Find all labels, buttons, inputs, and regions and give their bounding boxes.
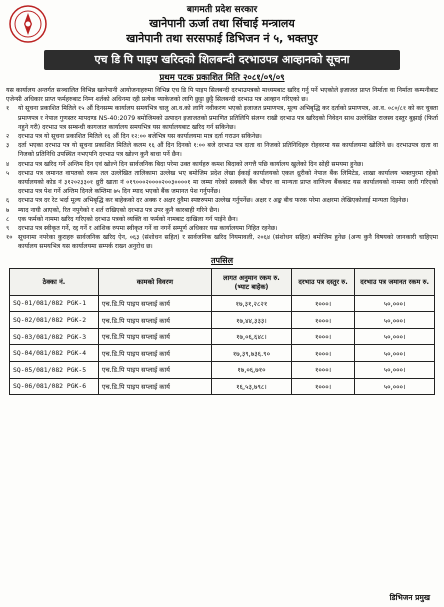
cell-contract-no: SQ-01/081/082 PGK-1 <box>10 295 99 312</box>
item-text: दरभाउ पत्र यो सूचना प्रकाशित मितिले १६ औं दिन १२:०० बजेभित्र यस कार्यालयमा मात्र दर्ता गराउन सकिनेछ। <box>18 133 262 141</box>
table-row <box>10 345 435 362</box>
package-table <box>9 268 435 396</box>
cell-fee: १०००। <box>291 378 354 395</box>
item-text: यो सूचना प्रकाशित मितिले १५ औं दिनसम्म कार्यालय समयभित्र चालु आ.व.को लागि नवीकरण भएको इजाजत प्रमाणपत्र, मूल्य अभिबृद्धि कर दर्ताको प्रमाणपत्र, आ.व. ०८०/८१ को कर चुक्ता प्रमाणपत्र र नेपाल गुणस्तर मापदण्ड NS-40:2079 बमोजिमको उत्पादन इजाजतको प्रमाणित प्रतिलिपि संलग्न राखी दरभाउ पत्र खरिदको निवेदन साथ उल्लेखित राजस्व दस्तुर बुझाई (फिर्ता नहुने गरी) दरभाउ पत्र सम्बन्धी कागजात कार्यालय समयभित्र यस कार्यालयबाट खरिद गर्न सकिनेछ। <box>18 105 438 131</box>
item-text: एक फर्मको नाममा खरिद गरिएको दरभाउ पत्रको व्यक्ति वा फर्मको नामबाट दाखिला गर्न पाईने छैन। <box>18 215 238 223</box>
item-number: ९ <box>6 225 10 233</box>
cell-description: एच.डि.पि पाइप सप्लाई कार्य <box>98 295 211 312</box>
cell-security: ५०,०००। <box>355 312 435 329</box>
cell-estimate: १७,४४,३३३। <box>212 312 292 329</box>
cell-description: एच.डि.पि पाइप सप्लाई कार्य <box>98 362 211 379</box>
publish-date: प्रथम पटक प्रकाशित मिति २०८१/०९/०९ <box>159 73 285 83</box>
cell-security: ५०,०००। <box>355 378 435 395</box>
cell-description: एच.डि.पि पाइप सप्लाई कार्य <box>98 312 211 329</box>
item-text: सूचनामा नपरेका कुराहरु सार्वजनिक खरिद ऐन, ०६३ (संशोधन सहित) र सार्वजनिक खरिद नियमावली, २०६४ (संशोधन सहित) बमोजिम हुनेछ (अन्य कुनै विषयको जानकारी चाहिएमा कार्यालय समयभित्र यस कार्यालयमा सम्पर्क राख्न अनुरोध छ। <box>18 234 438 251</box>
office-header <box>6 0 438 46</box>
list-item <box>6 215 438 224</box>
list-item <box>6 233 438 251</box>
cell-fee: १०००। <box>291 362 354 379</box>
list-item <box>6 224 438 233</box>
cell-security: ५०,०००। <box>355 328 435 345</box>
cell-contract-no: SQ-02/081/082 PGK-2 <box>10 312 99 329</box>
cell-estimate: १७,३१,२८२१ <box>212 295 292 312</box>
table-row <box>10 312 435 329</box>
list-item <box>6 160 438 169</box>
cell-contract-no: SQ-05/081/082 PGK-5 <box>10 362 99 379</box>
list-item <box>6 132 438 141</box>
col-header-estimate: लागत अनुमान रकम रु. (भ्याट बाहेक) <box>212 268 292 295</box>
col-header-security: दरभाउ पत्र जमानत रकम रु. <box>355 268 435 295</box>
cell-estimate: १७,३९,७३६.९० <box>212 345 292 362</box>
cell-contract-no: SQ-03/081/082 PGK-3 <box>10 328 99 345</box>
col-header-fee: दरभाउ पत्र दस्तुर रु. <box>291 268 354 295</box>
cell-security: ५०,०००। <box>355 362 435 379</box>
conditions-list <box>6 104 438 251</box>
list-item <box>6 169 438 197</box>
cell-estimate: १७,०६,६४८। <box>212 328 292 345</box>
cell-estimate: १६,५३,७९८। <box>212 378 292 395</box>
item-number: १० <box>6 234 13 242</box>
item-text: दरभाउ पत्र दर रेट भर्दा मूल्य अभिबृद्धि कर बाहेकको दर अक्क र अक्षर दुवैमा स्पष्टरुपमा उल्लेख गर्नुपर्नेछ। अक्षर र अङ्क बीच फरक परेमा अक्षरमा लेखिएकोलाई मान्यता दिइनेछ। <box>18 197 409 205</box>
item-text: दरभाउ पत्र जमानत वापतको रकम तल उल्लेखित तालिकामा उल्लेख भए बमोजिम प्रदेश लेखा ईकाई कार्यालयको एकल ध्रुरीको नेपाल बैंक लिमिटेड, शाखा कार्यालय भक्तपुरमा रहेको कार्यालयको कोड नं ३१२०२३३०१ ध्रुरी खाता नं ०१९०००२००००२००३००००१ मा जम्मा गरेको सक्कलै बैंक भौचर वा मान्यता प्राप्त वाणिज्य बैंकबाट यस कार्यालयको नाममा जारी गरिएको दरभाउ पत्र पेश गर्ने अन्तिम दिनले कम्तिमा ७५ दिन म्याद भएको बैंक जमानत पेश गर्नुपर्नेछ। <box>18 169 438 196</box>
item-text: दरभाउ पत्र खरिद गर्ने अन्तिम दिन एवं खोल्ने दिन सार्वजनिक बिदा परेमा उक्त कार्यहरु कमश बिदाको लगत्तै पछि कार्यालय खुलेको दिन सोही समयमा हुनेछ। <box>18 160 364 168</box>
item-number: ६ <box>6 197 10 205</box>
notice-title-banner: एच डि पि पाइप खरिदको शिलबन्दी दरभाउपत्र आव्हानको सूचना <box>44 50 400 70</box>
item-number: ५ <box>6 169 10 177</box>
item-number: ७ <box>6 206 10 214</box>
item-number: ८ <box>6 215 10 223</box>
table-row <box>10 295 435 312</box>
table-row <box>10 378 435 395</box>
cell-contract-no: SQ-06/081/082 PGK-6 <box>10 378 99 395</box>
cell-fee: १०००। <box>291 295 354 312</box>
government-name: बागमती प्रदेश सरकार <box>186 5 258 15</box>
division-name: खानेपानी तथा सरसफाई डिभिजन नं ५, भक्तपुर <box>126 32 318 45</box>
item-text: म्याद नाघी आएको, रित नपुगेको र शर्त राखिएको दरभाउ पत्र उपर कुनै कारबाही गरिने छैन। <box>18 206 220 214</box>
cell-description: एच.डि.पि पाइप सप्लाई कार्य <box>98 345 211 362</box>
signatory-title: डिभिजन प्रमुख <box>389 593 430 602</box>
item-number: १ <box>6 105 10 113</box>
list-item <box>6 196 438 205</box>
item-number: ४ <box>6 160 10 168</box>
cell-security: ५०,०००। <box>355 345 435 362</box>
cell-security: ५०,०००। <box>355 295 435 312</box>
cell-estimate: १७,०६,७१० <box>212 362 292 379</box>
col-header-contract-no: ठेक्का नं. <box>10 268 99 295</box>
table-row <box>10 328 435 345</box>
list-item <box>6 206 438 215</box>
table-row <box>10 362 435 379</box>
table-header-row <box>10 268 435 295</box>
list-item <box>6 141 438 159</box>
cell-fee: १०००। <box>291 328 354 345</box>
cell-fee: १०००। <box>291 312 354 329</box>
item-number: २ <box>6 133 10 141</box>
cell-description: एच.डि.पि पाइप सप्लाई कार्य <box>98 328 211 345</box>
cell-fee: १०००। <box>291 345 354 362</box>
item-text: दर्ता भएका दरभाउ पत्र यो सूचना प्रकाशित मितिले कलम १६ औं दिन दिनको १:०० बजे दरभाउ पत्र दाता वा निजको प्रतिनिधिहरु रोहवरमा यस कार्यालयमा खोलिने छ। दरभाउपत्र दाता वा निजको प्रतिनिधि उपस्थित नभएपनि दरभाउ पत्र खोल्न कुनै बाधा पर्ने छैन। <box>18 142 438 159</box>
item-text: दरभाउ पत्र स्वीकृत गर्ने, रद्द गर्ने र आंशिक रुपमा स्वीकृत गर्ने वा नगर्ने सम्पूर्ण अधिकार यस कार्यालयमा निहित रहनेछ। <box>18 225 278 233</box>
table-title: तपसिल <box>210 255 233 265</box>
item-number: ३ <box>6 142 10 150</box>
nepal-emblem-icon <box>8 4 48 44</box>
ministry-name: खानेपानी ऊर्जा तथा सिंचाई मन्त्रालय <box>149 17 295 30</box>
col-header-description: कामको विवरण <box>98 268 211 295</box>
cell-description: एच.डि.पि पाइप सप्लाई कार्य <box>98 378 211 395</box>
cell-contract-no: SQ-04/081/082 PGK-4 <box>10 345 99 362</box>
list-item <box>6 104 438 132</box>
intro-paragraph: यस कार्यालय अन्तर्गत सञ्चालित विभिन्न खानेपानी आयोजनाहरुमा विभिन्न एच डि पि पाइप सिलबन्दी दरभाउपत्रको माध्यमबाट खरिद गर्नु पर्ने भएकोले इजाजत प्राप्त निर्माता वा निर्माता कम्पनीबाट एजेन्सी अधिकार प्राप्त फर्महरुबाट निम्न शर्तको अधिनमा रही प्रत्येक प्याकेजको लागि छुट्टा छुट्टै सिलबन्दी दरभाउ पत्र आव्हान गरिएको छ। <box>6 87 438 104</box>
